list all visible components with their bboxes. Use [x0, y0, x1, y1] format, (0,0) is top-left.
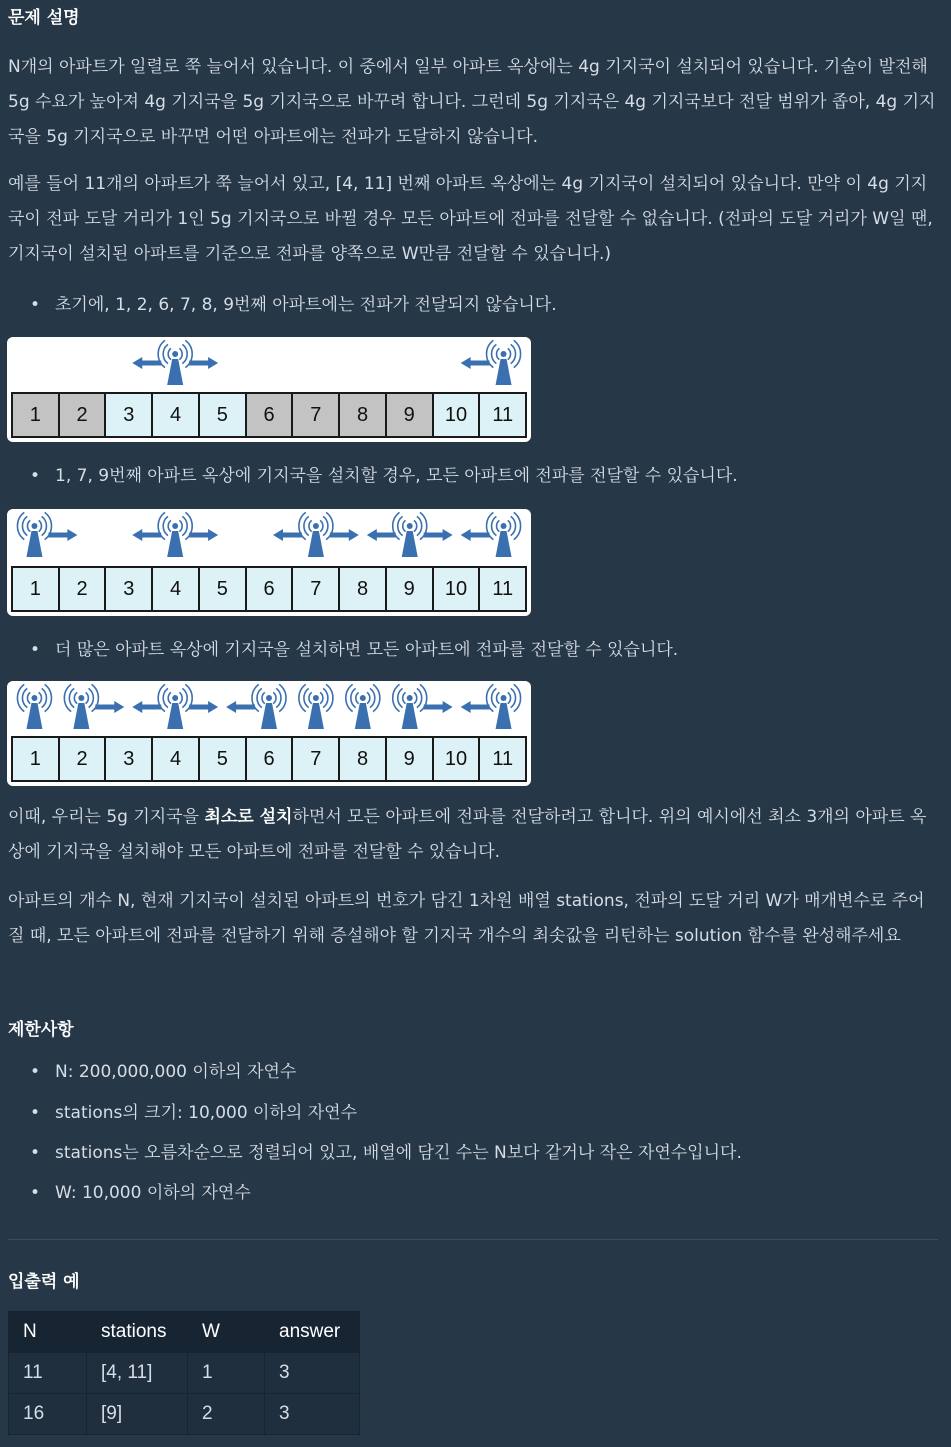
- tower-layer: [11, 681, 527, 735]
- signal-arrow: [424, 529, 453, 541]
- apartment-cell: 11: [480, 394, 525, 436]
- apartment-cell: 9: [387, 394, 434, 436]
- apartment-cell: 7: [293, 738, 340, 780]
- constraints-title: 제한사항: [8, 1020, 74, 1040]
- antenna-icon: [346, 684, 380, 729]
- header-w: W: [188, 1312, 265, 1353]
- apartment-cell: 8: [340, 738, 387, 780]
- apartment-cell: 11: [480, 568, 525, 610]
- tower-layer: [11, 337, 527, 391]
- cell-answer: 3: [265, 1394, 360, 1435]
- signal-arrow: [189, 701, 218, 713]
- divider: [8, 1239, 938, 1240]
- antenna-icon: [487, 684, 521, 729]
- header-stations: stations: [87, 1312, 188, 1353]
- task-paragraph: 아파트의 개수 N, 현재 기지국이 설치된 아파트의 번호가 담긴 1차원 배열 stations, 전파의 도달 거리 W가 매개변수로 주어질 때, 모든 아파트에 전파를 전달하기 위해 증설해야 할 기지국 개수의 최솟값을 리턴하는 solution 함수를 완성해주세요: [8, 891, 925, 946]
- bullet-text-3: 더 많은 아파트 옥상에 기지국을 설치하면 모든 아파트에 전파를 전달할 수 있습니다.: [55, 640, 679, 660]
- apartment-cell: 2: [60, 568, 107, 610]
- table-row: [9, 1353, 360, 1394]
- signal-arrow: [367, 529, 396, 541]
- constraint-text: W: 10,000 이하의 자연수: [55, 1183, 251, 1203]
- apartment-cell: 4: [153, 394, 200, 436]
- apartment-cell: 5: [200, 394, 247, 436]
- apartment-cell: 8: [340, 394, 387, 436]
- apartment-cell: 8: [340, 568, 387, 610]
- signal-arrow: [461, 529, 490, 541]
- table-header-row: [9, 1312, 360, 1353]
- figure-many-stations: [7, 681, 531, 786]
- apartment-cell: 6: [247, 394, 294, 436]
- antenna-icon: [487, 340, 521, 385]
- apartment-cell: 3: [106, 394, 153, 436]
- figure-initial: [7, 337, 531, 442]
- apartment-cell: 3: [106, 738, 153, 780]
- signal-arrow: [273, 529, 302, 541]
- antenna-icon: [487, 512, 521, 557]
- apartment-row: [11, 736, 527, 782]
- apartment-cell: 5: [200, 738, 247, 780]
- signal-arrow: [132, 529, 161, 541]
- io-title: 입출력 예: [8, 1272, 80, 1292]
- apartment-cell: 1: [13, 394, 60, 436]
- apartment-cell: 10: [434, 568, 481, 610]
- tower-layer: [11, 509, 527, 563]
- signal-arrow: [132, 701, 161, 713]
- signal-arrow: [226, 701, 255, 713]
- apartment-cell: 5: [200, 568, 247, 610]
- apartment-cell: 7: [293, 568, 340, 610]
- cell-answer: 3: [265, 1353, 360, 1394]
- bullet-text-2: 1, 7, 9번째 아파트 옥상에 기지국을 설치할 경우, 모든 아파트에 전파를 전달할 수 있습니다.: [55, 466, 738, 486]
- apartment-cell: 2: [60, 394, 107, 436]
- apartment-row: [11, 566, 527, 612]
- cell-stations: [9]: [87, 1394, 188, 1435]
- antenna-icon: [158, 512, 192, 557]
- apartment-row: [11, 392, 527, 438]
- antenna-icon: [158, 340, 192, 385]
- signal-arrow: [95, 701, 124, 713]
- apartment-cell: 3: [106, 568, 153, 610]
- apartment-cell: 4: [153, 738, 200, 780]
- table-row: [9, 1394, 360, 1435]
- antenna-icon: [64, 684, 98, 729]
- antenna-icon: [299, 684, 333, 729]
- apartment-cell: 7: [293, 394, 340, 436]
- header-n: N: [9, 1312, 87, 1353]
- apartment-cell: 6: [247, 568, 294, 610]
- antenna-icon: [17, 684, 51, 729]
- cell-n: 16: [9, 1394, 87, 1435]
- figure-three-stations: [7, 509, 531, 616]
- signal-arrow: [424, 701, 453, 713]
- apartment-cell: 10: [434, 738, 481, 780]
- constraint-text: N: 200,000,000 이하의 자연수: [55, 1062, 297, 1082]
- io-table: [8, 1311, 360, 1435]
- antenna-icon: [252, 684, 286, 729]
- antenna-icon: [17, 512, 51, 557]
- antenna-icon: [158, 684, 192, 729]
- min-install-bold: 최소로 설치: [204, 807, 293, 827]
- cell-n: 11: [9, 1353, 87, 1394]
- cell-stations: [4, 11]: [87, 1353, 188, 1394]
- apartment-cell: 2: [60, 738, 107, 780]
- signal-arrow: [48, 529, 77, 541]
- signal-arrow: [189, 529, 218, 541]
- apartment-cell: 11: [480, 738, 525, 780]
- signal-arrow: [330, 529, 359, 541]
- intro-paragraph-1: N개의 아파트가 일렬로 쭉 늘어서 있습니다. 이 중에서 일부 아파트 옥상에는 4g 기지국이 설치되어 있습니다. 기술이 발전해 5g 수요가 높아져 4g 기지국을 5g 기지국으로 바꾸려 합니다. 그런데 5g 기지국은 4g 기지국보다 전달 범위가 좁아, 4g 기지국을 5g 기지국으로 바꾸면 어떤 아파트에는 전파가 도달하지 않습니다.: [8, 57, 936, 147]
- signal-arrow: [132, 357, 161, 369]
- antenna-icon: [299, 512, 333, 557]
- min-install-paragraph: 이때, 우리는 5g 기지국을 최소로 설치하면서 모든 아파트에 전파를 전달하려고 합니다. 위의 예시에선 최소 3개의 아파트 옥상에 기지국을 설치해야 모든 아파트에 전파를 전달할 수 있습니다.: [8, 807, 927, 862]
- apartment-cell: 9: [387, 568, 434, 610]
- signal-arrow: [461, 701, 490, 713]
- section-title: 문제 설명: [8, 8, 80, 28]
- constraint-text: stations는 오름차순으로 정렬되어 있고, 배열에 담긴 수는 N보다 같거나 작은 자연수입니다.: [55, 1143, 742, 1163]
- bullet-text-1: 초기에, 1, 2, 6, 7, 8, 9번째 아파트에는 전파가 전달되지 않습니다.: [55, 295, 557, 315]
- antenna-icon: [393, 684, 427, 729]
- intro-paragraph-2: 예를 들어 11개의 아파트가 쭉 늘어서 있고, [4, 11] 번째 아파트 옥상에는 4g 기지국이 설치되어 있습니다. 만약 이 4g 기지국이 전파 도달 거리가 1인 5g 기지국으로 바뀔 경우 모든 아파트에 전파를 전달할 수 없습니다. (전파의 도달 거리가 W일 땐, 기지국이 설치된 아파트를 기준으로 전파를 양쪽으로 W만큼 전달할 수 있습니다.): [8, 174, 933, 264]
- apartment-cell: 6: [247, 738, 294, 780]
- antenna-icon: [393, 512, 427, 557]
- apartment-cell: 10: [434, 394, 481, 436]
- apartment-cell: 1: [13, 568, 60, 610]
- cell-w: 2: [188, 1394, 265, 1435]
- apartment-cell: 1: [13, 738, 60, 780]
- apartment-cell: 4: [153, 568, 200, 610]
- header-answer: answer: [265, 1312, 360, 1353]
- cell-w: 1: [188, 1353, 265, 1394]
- constraint-text: stations의 크기: 10,000 이하의 자연수: [55, 1103, 357, 1123]
- signal-arrow: [461, 357, 490, 369]
- signal-arrow: [189, 357, 218, 369]
- apartment-cell: 9: [387, 738, 434, 780]
